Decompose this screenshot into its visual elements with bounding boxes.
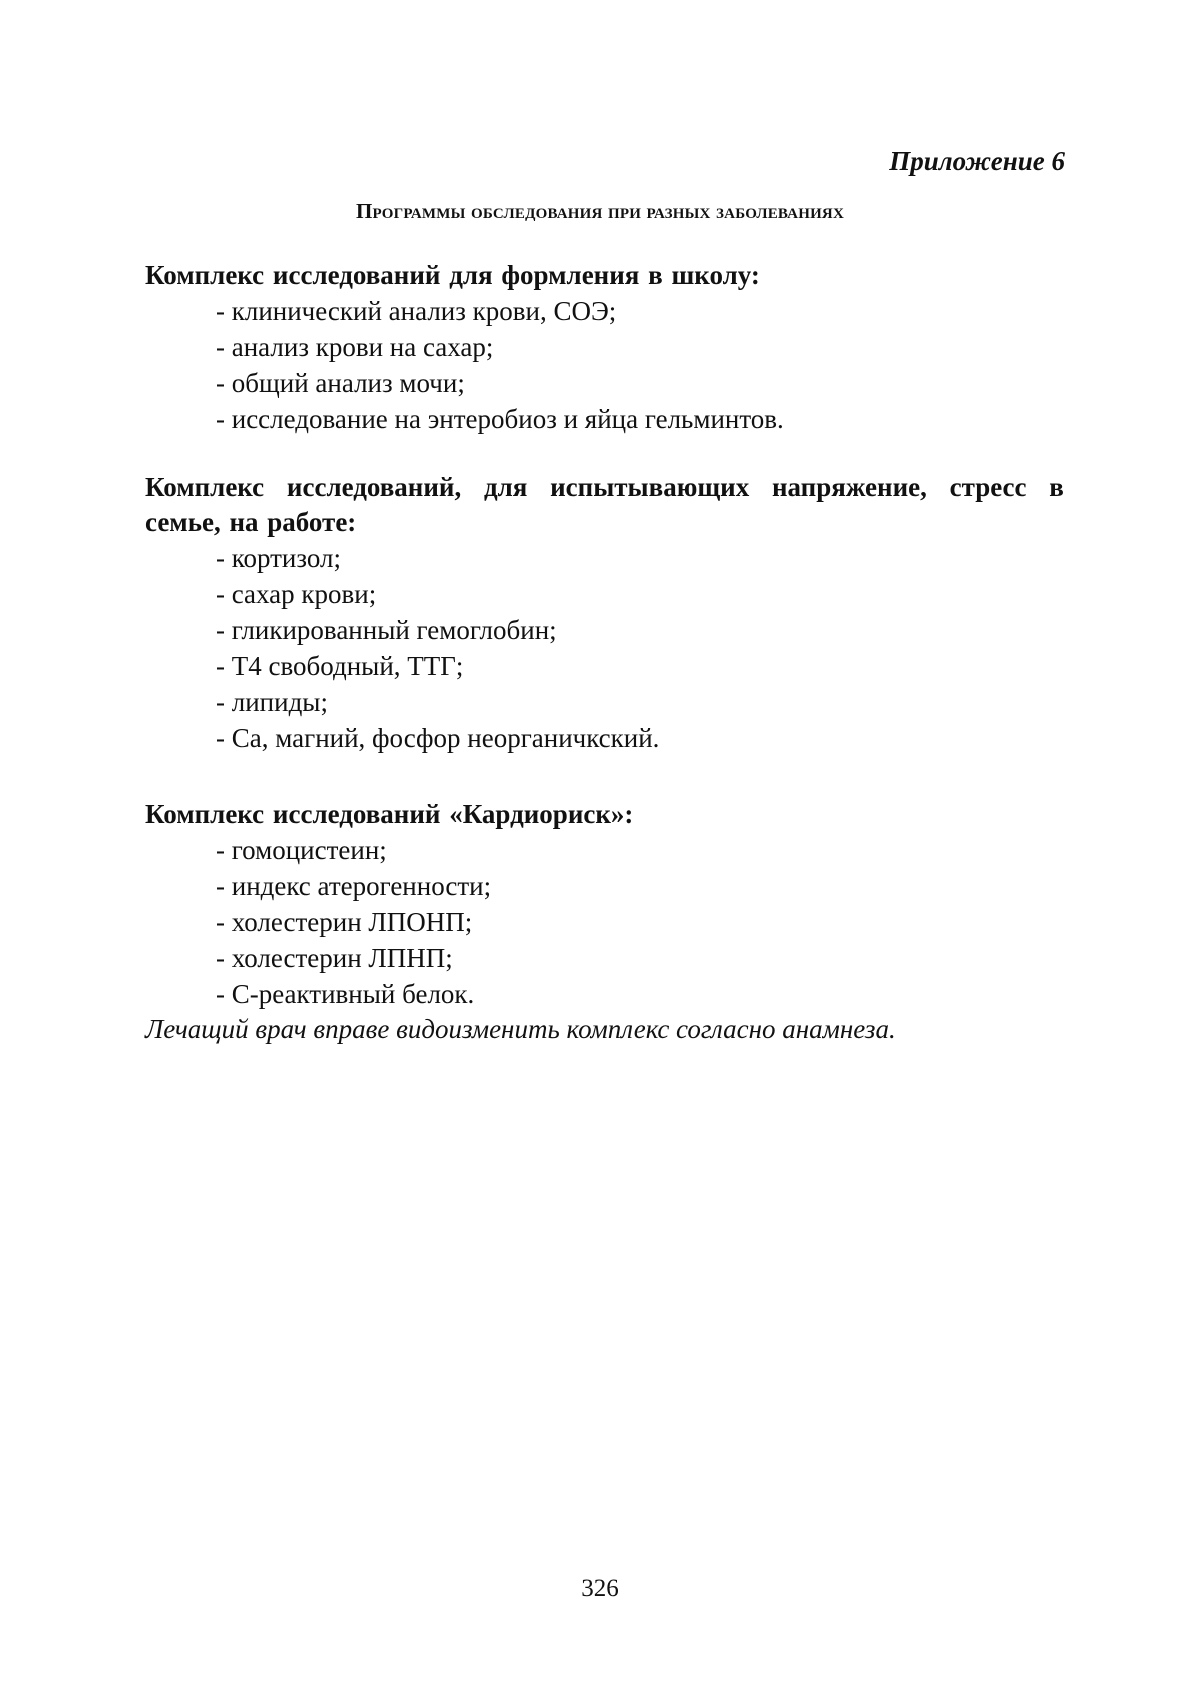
list-item: - клинический анализ крови, СОЭ; (216, 296, 617, 326)
section-school-enrollment (145, 258, 1065, 437)
document-title: Программы обследования при разных заболеваниях (355, 199, 845, 223)
list-item: - холестерин ЛПОНП; (216, 907, 473, 937)
section-heading: Комплекс исследований «Кардиориск»: (145, 799, 634, 829)
section-cardiorisk (145, 797, 1065, 1012)
test-list (145, 540, 1065, 756)
test-list (145, 832, 1065, 1012)
list-item: - липиды; (216, 687, 328, 717)
list-item: - гомоцистеин; (216, 835, 387, 865)
list-item: - Т4 свободный, ТТГ; (216, 651, 464, 681)
list-item: - сахар крови; (216, 579, 377, 609)
list-item: - кортизол; (216, 543, 342, 573)
list-item: - гликированный гемоглобин; (216, 615, 557, 645)
list-item: - С-реактивный белок. (216, 979, 475, 1009)
list-item: - холестерин ЛПНП; (216, 943, 453, 973)
list-item: - индекс атерогенности; (216, 871, 492, 901)
page-number: 326 (581, 1575, 619, 1602)
list-item: - исследование на энтеробиоз и яйца гельминтов. (216, 404, 784, 434)
test-list (145, 293, 1065, 437)
appendix-label: Приложение 6 (889, 146, 1065, 176)
section-stress (145, 470, 1065, 756)
section-heading-line-1: Комплекс исследований, для испытывающих напряжение, стресс в (145, 472, 1064, 502)
section-heading: Комплекс исследований для формления в школу: (145, 260, 760, 290)
list-item: - Са, магний, фосфор неорганичкский. (216, 723, 660, 753)
list-item: - общий анализ мочи; (216, 368, 465, 398)
section-heading-line-2: семье, на работе: (145, 507, 357, 537)
list-item: - анализ крови на сахар; (216, 332, 494, 362)
physician-note: Лечащий врач вправе видоизменить комплекс согласно анамнеза. (145, 1014, 896, 1044)
